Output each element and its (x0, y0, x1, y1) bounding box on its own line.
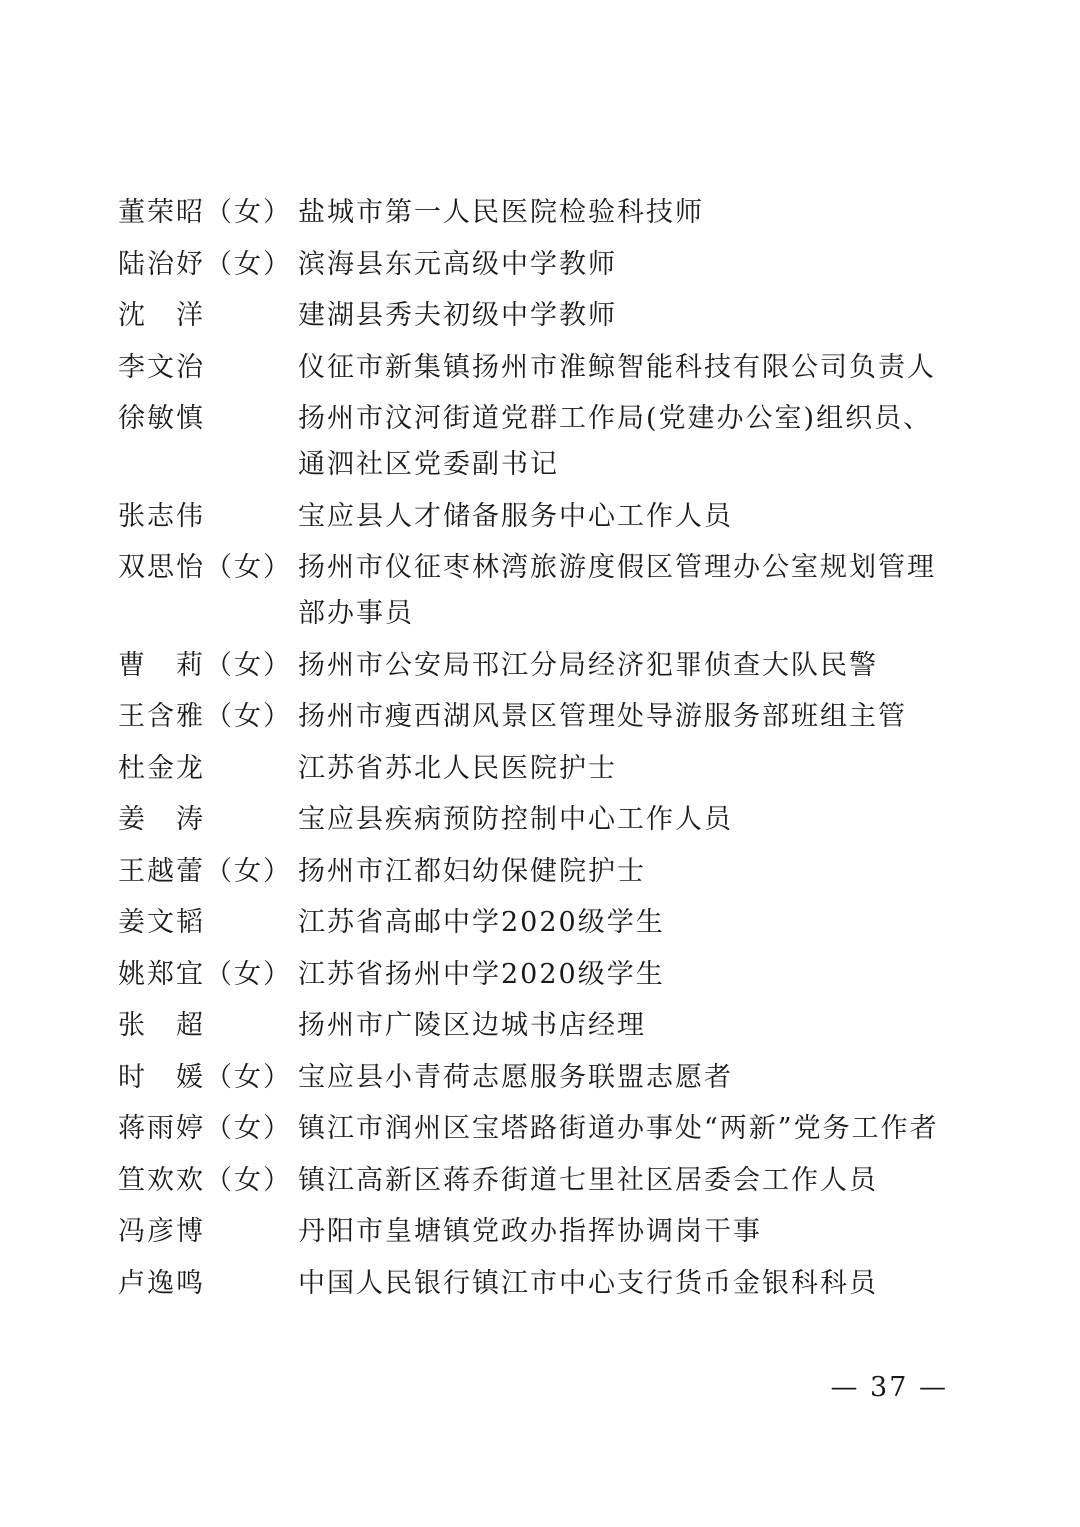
person-description: 镇江市润州区宝塔路街道办事处“两新”党务工作者 (298, 1113, 939, 1144)
list-item (118, 694, 948, 740)
list-item (118, 1003, 948, 1049)
list-item (118, 1209, 948, 1255)
honoree-list (118, 190, 948, 1312)
person-name: 徐敏慎 (118, 403, 205, 434)
person-description: 扬州市瘦西湖风景区管理处导游服务部班组主管 (298, 701, 907, 732)
list-item (118, 797, 948, 843)
person-description: 宝应县人才储备服务中心工作人员 (298, 500, 733, 532)
person-description: 扬州市公安局邗江分局经济犯罪侦查大队民警 (298, 649, 878, 681)
person-description: 盐城市第一人民医院检验科技师 (298, 197, 704, 228)
list-item (118, 494, 948, 540)
person-description: 丹阳市皇塘镇党政办指挥协调岗干事 (298, 1216, 762, 1247)
person-description: 扬州市仪征枣林湾旅游度假区管理办公室规划管理部办事员 (298, 552, 936, 629)
person-name: 卢逸鸣 (118, 1267, 205, 1299)
person-description: 江苏省苏北人民医院护士 (298, 752, 617, 784)
person-name: 王越蕾（女） (118, 855, 292, 887)
list-item (118, 242, 948, 288)
person-name: 蒋雨婷（女） (118, 1113, 292, 1144)
list-item (118, 545, 948, 637)
person-description: 宝应县疾病预防控制中心工作人员 (298, 804, 733, 835)
person-name: 姜 涛 (118, 804, 205, 835)
person-description: 滨海县东元高级中学教师 (298, 248, 617, 280)
list-item (118, 396, 948, 488)
list-item (118, 643, 948, 689)
person-name: 姜文韬 (118, 907, 205, 938)
list-item (118, 746, 948, 792)
person-description: 江苏省高邮中学2020级学生 (298, 907, 665, 938)
person-description: 江苏省扬州中学2020级学生 (298, 958, 665, 990)
person-description: 中国人民银行镇江市中心支行货币金银科科员 (298, 1267, 878, 1299)
person-description: 扬州市汶河街道党群工作局(党建办公室)组织员、通泗社区党委副书记 (298, 403, 933, 480)
person-name: 李文治 (118, 351, 205, 383)
list-item (118, 345, 948, 391)
person-name: 王含雅（女） (118, 701, 292, 732)
list-item (118, 849, 948, 895)
person-description: 扬州市广陵区边城书店经理 (298, 1010, 646, 1041)
list-item (118, 1158, 948, 1204)
person-name: 曹 莉（女） (118, 649, 292, 681)
list-item (118, 1055, 948, 1101)
person-description: 镇江高新区蒋乔街道七里社区居委会工作人员 (298, 1164, 878, 1196)
person-name: 笪欢欢（女） (118, 1164, 292, 1196)
person-name: 姚郑宜（女） (118, 958, 292, 990)
list-item (118, 293, 948, 339)
list-item (118, 1261, 948, 1307)
person-name: 杜金龙 (118, 752, 205, 784)
person-description: 仪征市新集镇扬州市淮鲸智能科技有限公司负责人 (298, 351, 936, 383)
person-name: 双思怡（女） (118, 552, 292, 583)
person-name: 张 超 (118, 1010, 205, 1041)
person-name: 陆治妤（女） (118, 248, 292, 280)
list-item (118, 190, 948, 236)
person-name: 张志伟 (118, 500, 205, 532)
person-description: 宝应县小青荷志愿服务联盟志愿者 (298, 1061, 733, 1093)
person-name: 时 媛（女） (118, 1061, 292, 1093)
list-item (118, 952, 948, 998)
list-item (118, 1106, 948, 1152)
person-name: 沈 洋 (118, 300, 205, 331)
person-name: 冯彦博 (118, 1216, 205, 1247)
page-number: — 37 — (830, 1372, 948, 1403)
list-item (118, 900, 948, 946)
person-description: 扬州市江都妇幼保健院护士 (298, 855, 646, 887)
person-description: 建湖县秀夫初级中学教师 (298, 300, 617, 331)
person-name: 董荣昭（女） (118, 197, 292, 228)
